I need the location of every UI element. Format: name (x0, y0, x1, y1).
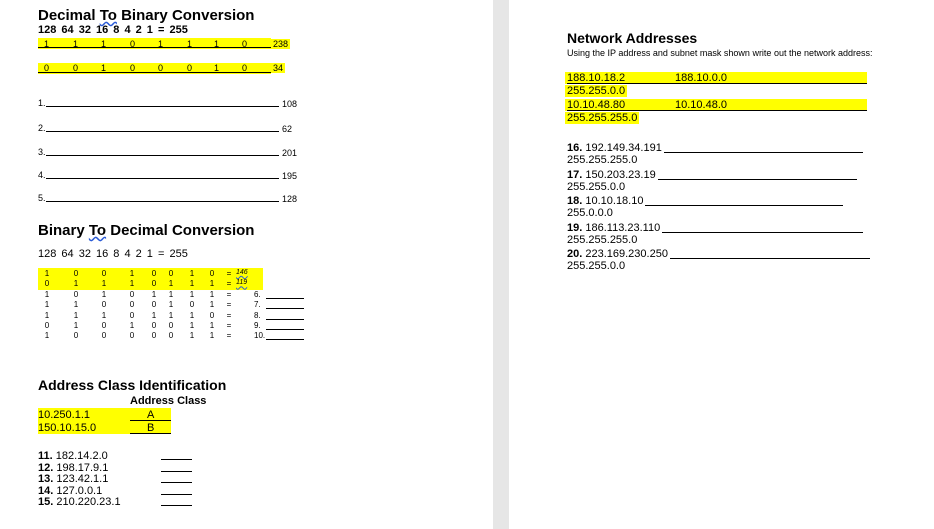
bit-digit: 0 (158, 63, 164, 73)
answer-line (46, 178, 279, 179)
bit-cell: 1 (101, 279, 107, 289)
right-page (509, 0, 934, 529)
answer-line (645, 205, 843, 206)
bit-cell: 0 (151, 269, 157, 278)
class-id-title: Address Class Identification (38, 377, 227, 393)
bit-digit: 1 (187, 39, 193, 49)
bit-cell: 1 (44, 289, 50, 299)
bit-cell: 0 (44, 279, 50, 289)
bit-cell: 0 (168, 321, 174, 330)
problem-number: 12. (38, 461, 54, 474)
bit-cell: 1 (189, 269, 195, 278)
problem-mask: 255.255.0.0 (567, 260, 626, 273)
bit-digit: 1 (101, 63, 107, 73)
network-problem (567, 195, 643, 207)
problem-number: 1. (38, 98, 46, 108)
network-problem (567, 142, 662, 154)
problem-number: 2. (38, 123, 46, 133)
answer-line (664, 152, 863, 153)
class-example-answer: B (147, 422, 155, 434)
problem-ip: 210.220.23.1 (56, 496, 121, 508)
problem-number: 10. (254, 331, 266, 341)
problem-mask: 255.255.255.0 (567, 233, 638, 246)
problem-ip: 186.113.23.110 (585, 221, 661, 234)
problem-number: 6. (254, 289, 261, 299)
example-mask: 255.255.255.0 (567, 112, 638, 124)
answer-line (161, 505, 192, 506)
bin-to-dec-header: 128 64 32 16 8 4 2 1 = 255 (38, 248, 188, 260)
bit-cell: 1 (129, 279, 135, 289)
problem-number: 11. (38, 450, 53, 462)
problem-ip: 198.17.9.1 (56, 461, 109, 474)
answer-line (266, 339, 304, 340)
bit-cell: 0 (101, 321, 107, 330)
answer-line (161, 459, 192, 460)
bit-cell: 1 (44, 269, 50, 278)
bit-cell: 1 (189, 279, 195, 289)
problem-value: 108 (282, 99, 298, 109)
equals-sign: = (226, 300, 232, 310)
problem-ip: 192.149.34.191 (585, 142, 662, 154)
answer-line (161, 471, 192, 472)
problem-number: 9. (254, 321, 261, 330)
answer-line (658, 179, 857, 180)
problem-mask: 255.0.0.0 (567, 207, 613, 220)
bit-cell: 1 (209, 279, 215, 289)
problem-number: 14. (38, 484, 54, 497)
problem-number: 7. (254, 300, 261, 310)
problem-number: 5. (38, 193, 46, 203)
bit-cell: 0 (101, 300, 107, 310)
bit-cell: 1 (189, 331, 195, 341)
equals-sign: = (226, 289, 232, 299)
bit-digit: 1 (214, 39, 220, 49)
bit-digit: 1 (158, 39, 164, 49)
bit-cell: 0 (73, 331, 79, 341)
equals-sign: = (226, 310, 232, 320)
answer-line (46, 106, 279, 107)
bit-cell: 0 (44, 321, 50, 330)
bit-cell: 1 (101, 310, 107, 320)
answer-line (46, 131, 279, 132)
bit-cell: 0 (168, 269, 174, 278)
bit-cell: 1 (151, 310, 157, 320)
bit-digit: 1 (101, 39, 107, 49)
class-problem (38, 450, 108, 462)
problem-number: 8. (254, 310, 261, 320)
problem-ip: 127.0.0.1 (56, 484, 103, 497)
bin-to-dec-title: Binary To Decimal Conversion (38, 222, 255, 239)
problem-value: 195 (282, 171, 298, 181)
answer-line (266, 319, 304, 320)
bit-digit: 0 (242, 63, 248, 73)
network-problem (567, 222, 660, 234)
bit-cell: 0 (73, 269, 79, 278)
bit-cell: 1 (73, 321, 79, 330)
bit-cell: 1 (168, 289, 174, 299)
bit-cell: 1 (129, 321, 135, 330)
bit-cell: 0 (129, 331, 135, 341)
bit-cell: 1 (44, 300, 50, 310)
answer-line (266, 298, 304, 299)
bit-cell: 0 (73, 289, 79, 299)
bit-cell: 1 (209, 300, 215, 310)
bit-cell: 0 (129, 310, 135, 320)
example-answer: 119 (236, 279, 248, 287)
answer-line (266, 329, 304, 330)
bit-cell: 0 (101, 331, 107, 341)
class-example-ip: 10.250.1.1 (38, 409, 90, 421)
class-problem (38, 485, 102, 497)
bit-cell: 1 (168, 300, 174, 310)
problem-mask: 255.255.0.0 (567, 180, 626, 193)
bit-cell: 1 (189, 321, 195, 330)
bit-digit: 0 (242, 39, 248, 49)
problem-number: 16. (567, 142, 583, 154)
dec-example-2-value: 34 (273, 63, 284, 73)
bit-digit: 0 (73, 63, 79, 73)
answer-line (670, 258, 870, 259)
example-ip: 188.10.18.2 (567, 72, 626, 84)
class-example-answer: A (147, 409, 155, 421)
problem-ip: 123.42.1.1 (56, 473, 109, 485)
problem-mask: 255.255.255.0 (567, 154, 638, 166)
bit-cell: 1 (189, 310, 195, 320)
network-problem (567, 169, 656, 181)
problem-ip: 10.10.18.10 (585, 195, 644, 208)
bit-digit: 1 (73, 39, 79, 49)
answer-line (46, 201, 279, 202)
problem-number: 3. (38, 147, 46, 157)
dec-example-1-value: 238 (273, 39, 289, 49)
bit-cell: 1 (168, 310, 174, 320)
bit-digit: 0 (44, 63, 50, 73)
problem-number: 15. (38, 496, 54, 508)
dec-to-bin-title: Decimal To Binary Conversion (38, 7, 255, 24)
bit-cell: 1 (151, 289, 157, 299)
answer-line (266, 308, 304, 309)
bit-digit: 0 (187, 63, 193, 73)
bit-digit: 0 (130, 63, 136, 73)
problem-value: 201 (282, 148, 298, 158)
class-problem (38, 462, 108, 474)
equals-sign: = (226, 269, 232, 278)
bit-digit: 0 (130, 39, 136, 49)
example-answer: 188.10.0.0 (675, 72, 727, 84)
page-gutter (493, 0, 509, 529)
bit-cell: 1 (209, 331, 215, 341)
bit-cell: 1 (73, 310, 79, 320)
problem-ip: 150.203.23.19 (585, 168, 656, 181)
answer-line (161, 494, 192, 495)
bit-digit: 1 (214, 63, 220, 73)
bit-cell: 1 (209, 321, 215, 330)
bit-cell: 0 (151, 321, 157, 330)
problem-value: 128 (282, 194, 298, 204)
bit-cell: 1 (73, 300, 79, 310)
network-problem (567, 248, 668, 260)
dec-to-bin-header: 128 64 32 16 8 4 2 1 = 255 (38, 24, 188, 36)
problem-number: 4. (38, 170, 46, 180)
network-instructions: Using the IP address and subnet mask shown write out the network address: (567, 48, 873, 58)
example-answer: 10.10.48.0 (675, 99, 727, 111)
bit-cell: 0 (189, 300, 195, 310)
problem-number: 19. (567, 221, 583, 234)
example-ip: 10.10.48.80 (567, 99, 626, 111)
class-id-column-header: Address Class (130, 395, 207, 407)
bit-cell: 0 (209, 269, 215, 278)
problem-ip: 182.14.2.0 (55, 450, 108, 462)
problem-value: 62 (282, 124, 293, 134)
bit-cell: 1 (44, 310, 50, 320)
bit-cell: 0 (151, 300, 157, 310)
answer-line (161, 482, 192, 483)
equals-sign: = (226, 279, 232, 289)
class-problem (38, 473, 108, 485)
example-mask: 255.255.0.0 (567, 85, 626, 97)
bit-digit: 1 (44, 39, 50, 49)
problem-number: 17. (567, 168, 583, 181)
bit-cell: 1 (209, 289, 215, 299)
example-answer: 146 (236, 269, 248, 276)
problem-ip: 223.169.230.250 (585, 248, 668, 261)
bit-cell: 1 (129, 269, 135, 278)
answer-line (46, 155, 279, 156)
class-example-ip: 150.10.15.0 (38, 422, 97, 434)
problem-number: 20. (567, 248, 583, 261)
bit-cell: 0 (129, 289, 135, 299)
bit-cell: 0 (129, 300, 135, 310)
bit-cell: 1 (73, 279, 79, 289)
answer-line (662, 232, 863, 233)
equals-sign: = (226, 321, 232, 330)
bit-cell: 1 (189, 289, 195, 299)
bit-cell: 0 (209, 310, 215, 320)
network-title: Network Addresses (567, 30, 698, 46)
bit-cell: 1 (44, 331, 50, 341)
problem-number: 18. (567, 195, 583, 208)
bit-cell: 1 (101, 289, 107, 299)
problem-number: 13. (38, 473, 54, 485)
bit-cell: 0 (151, 331, 157, 341)
bit-cell: 0 (151, 279, 157, 289)
equals-sign: = (226, 331, 232, 341)
bit-cell: 1 (168, 279, 174, 289)
bit-cell: 0 (101, 269, 107, 278)
bit-cell: 0 (168, 331, 174, 341)
class-problem (38, 496, 121, 508)
